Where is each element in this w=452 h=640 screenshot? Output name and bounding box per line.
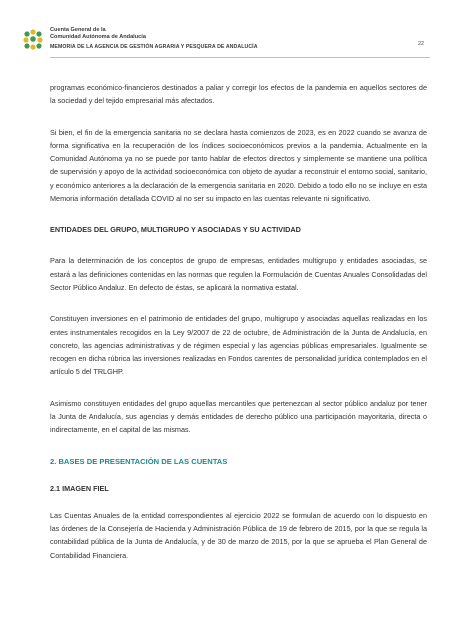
page-body xyxy=(50,81,427,562)
organization-name xyxy=(50,27,146,40)
memoria-title: MEMORIA DE LA AGENCIA DE GESTIÓN AGRARIA Y PESQUERA DE ANDALUCÍA xyxy=(50,44,258,50)
section-heading-bases: 2. BASES DE PRESENTACIÓN DE LAS CUENTAS xyxy=(50,456,228,466)
organization-line-2: Comunidad Autónoma de Andalucía xyxy=(50,33,146,40)
section-heading-entidades: ENTIDADES DEL GRUPO, MULTIGRUPO Y ASOCIADAS Y SU ACTIVIDAD xyxy=(50,225,301,235)
paragraph-programas: programas económico-financieros destinados a paliar y corregir los efectos de la pandemia en aquellos sectores de la sociedad y del tejido empresarial más afectados. xyxy=(50,83,427,106)
header-divider xyxy=(50,57,430,58)
page-number: 22 xyxy=(418,41,424,47)
junta-andalucia-logo-icon xyxy=(22,28,44,54)
page-header xyxy=(22,26,430,56)
paragraph-asimismo: Asimismo constituyen entidades del grupo aquellas mercantiles que pertenezcan al sector público andaluz por tener la Junta de Andalucía, sus agencias y demás entidades de derecho público una participación mayoritaria, directa o indirectamente, en el capital de las mismas. xyxy=(50,398,427,435)
paragraph-cuentas-anuales: Las Cuentas Anuales de la entidad correspondientes al ejercicio 2022 se formulan de acuerdo con lo dispuesto en las órdenes de la Consejería de Hacienda y Administración Pública de 19 de febrero de 2015, por la que se regula la contabilidad pública de la Junta de Andalucía, y de 30 de marzo de 2015, por la que se aprueba el Plan General de Contabilidad Financiera. xyxy=(50,510,427,560)
paragraph-determinacion: Para la determinación de los conceptos de grupo de empresas, entidades multigrupo y entidades asociadas, se estará a las definiciones contenidas en las normas que regulen la Formulación de Cuentas Anuales Consolidadas del Sector Público Andaluz. En defecto de éstas, se aplicará la normativa estatal. xyxy=(50,256,427,292)
organization-line-1: Cuenta General de la xyxy=(50,27,106,33)
paragraph-inversiones: Constituyen inversiones en el patrimonio de entidades del grupo, multigrupo y asociadas aquellas realizadas en los entes instrumentales recogidos en la Ley 9/2007 de 22 de octubre, de Administración de la Junta de Andalucía, en concreto, las agencias administrativas y de régimen especial y las agencias públicas empresariales. Igualmente se recogen en dicha rúbrica las inversiones realizadas en Fondos carentes de personalidad jurídica contemplados en el artículo 5 del TRLGHP. xyxy=(50,314,427,377)
subsection-heading-imagen-fiel: 2.1 IMAGEN FIEL xyxy=(50,483,109,493)
paragraph-emergencia: Si bien, el fin de la emergencia sanitaria no se declara hasta comienzos de 2023, es en 2022 cuando se avanza de forma significativa en la recuperación de los índices socioeconómicos previos a la pandemia. Actualmente en la Comunidad Autónoma ya no se puede por tanto hablar de efectos directos y simplemente se mantiene una política de supervisión y apoyo de la actividad socioeconómica con objeto de ayudar a reconstruir el entorno social, sanitario, y económico anteriores a la declaración de la emergencia sanitaria en 2020. Debido a todo ello no se incluye en esta Memoria información detallada COVID al no ser su impacto en las cuentas relevante ni significativo. xyxy=(50,127,427,204)
